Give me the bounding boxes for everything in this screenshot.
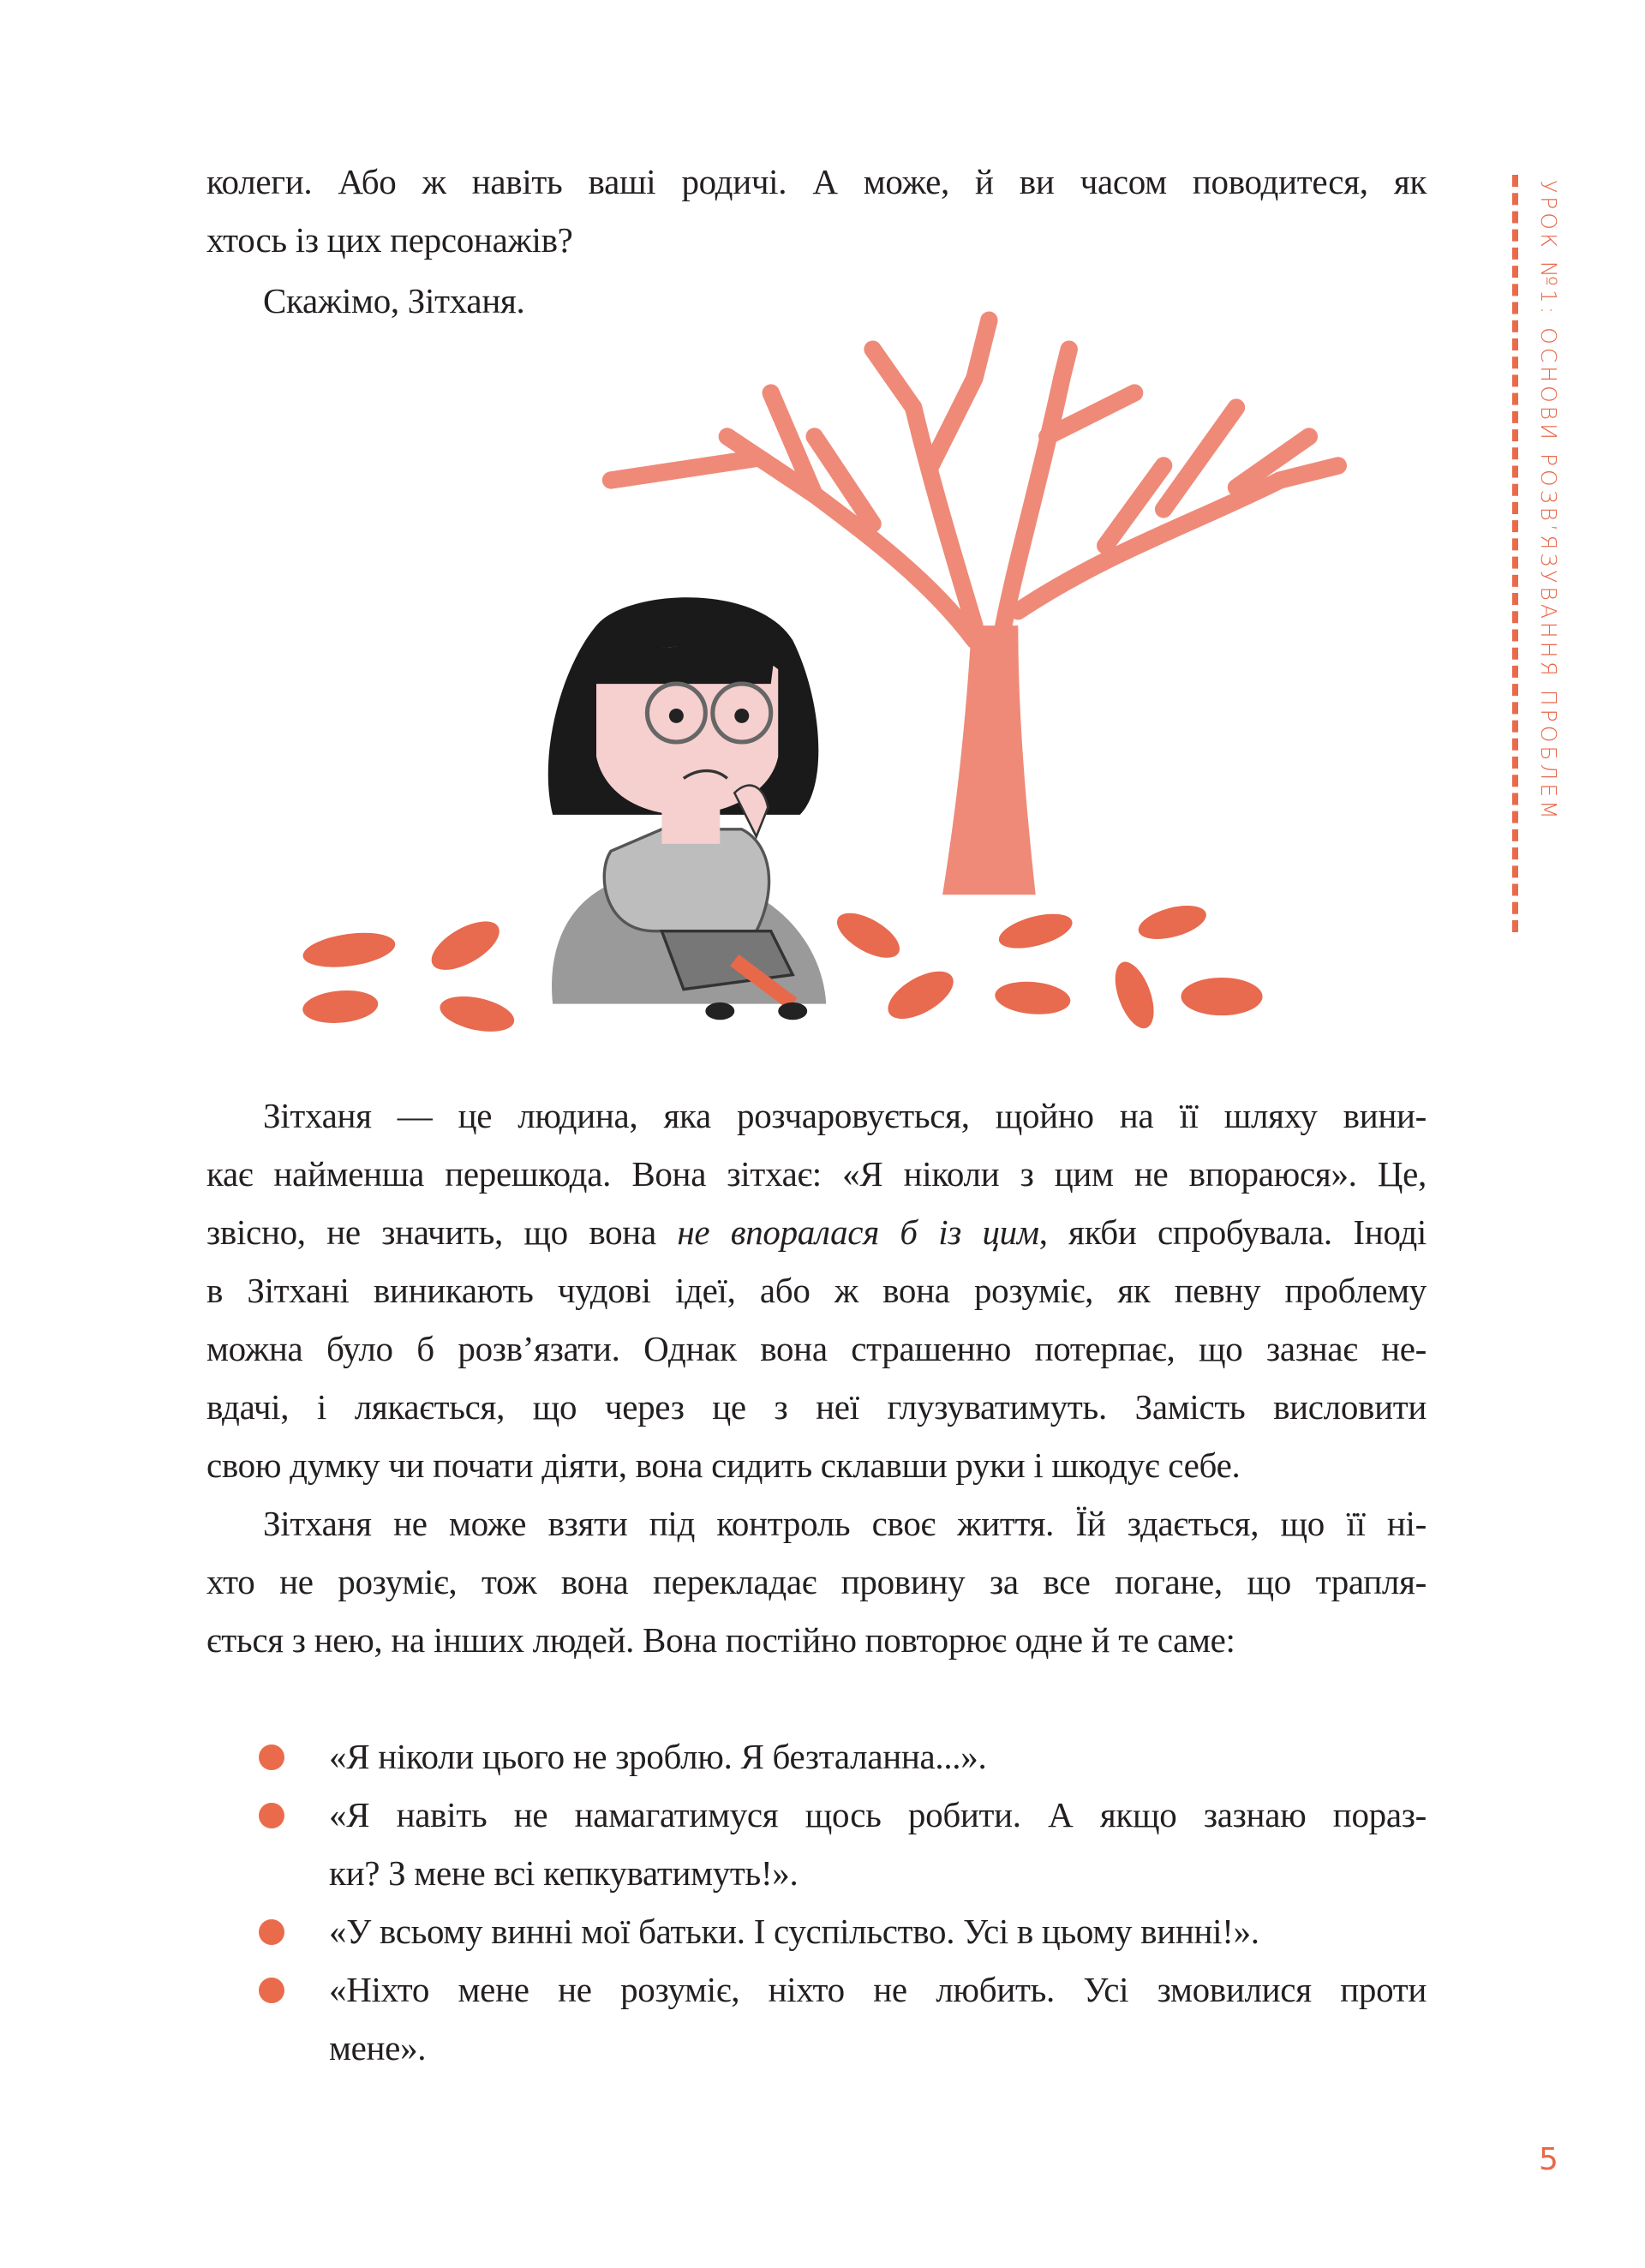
fallen-leaves [301, 900, 1262, 1038]
text-segment: , якби спробувала. Іноді [1038, 1212, 1427, 1252]
bullet-item-continuation: ки? З мене всі кепкуватимуть!». [329, 1853, 799, 1893]
text-line: Зітханя — це людина, яка розчаровується, щойно на її шляху вини- [263, 1096, 1427, 1135]
girl [548, 597, 819, 1020]
text-line [206, 1203, 1427, 1261]
italic-emphasis: не впоралася б із цим [677, 1212, 1039, 1252]
side-dashed-rule [1512, 175, 1518, 932]
bullet-dot [259, 1744, 284, 1770]
bullet-item-continuation: мене». [329, 2028, 427, 2068]
text-line: в Зітхані виникають чудові ідеї, або ж вона розуміє, як певну проблему [206, 1271, 1427, 1310]
text-line: свою думку чи почати діяти, вона сидить склавши руки і шкодує себе. [206, 1445, 1241, 1485]
text-line: хтось із цих персонажів? [206, 220, 573, 260]
text-line: кає найменша перешкода. Вона зітхає: «Я ніколи з цим не впораюся». Це, [206, 1154, 1427, 1194]
bullet-dot [259, 1919, 284, 1945]
text-line: колеги. Або ж навіть ваші родичі. А може, й ви часом поводитеся, як [206, 162, 1427, 201]
bullet-item: «Ніхто мене не розуміє, ніхто не любить. Усі змовилися проти [329, 1970, 1427, 2009]
bullet-item: «Я навіть не намагатимуся щось робити. А якщо зазнаю пораз- [329, 1795, 1427, 1834]
bullet-item: «Я ніколи цього не зроблю. Я безталанна...». [329, 1737, 987, 1776]
text-line: вдачі, і лякається, що через це з неї глузуватимуть. Замість висловити [206, 1387, 1427, 1427]
bullet-item: «У всьому винні мої батьки. І суспільство. Усі в цьому винні!». [329, 1912, 1259, 1951]
text-line: Скажімо, Зітханя. [263, 281, 525, 320]
running-header: УРОК №1: ОСНОВИ РОЗВ’ЯЗУВАННЯ ПРОБЛЕМ [1536, 180, 1561, 823]
tree [611, 320, 1338, 895]
rock [552, 873, 826, 1004]
text-line: ється з нею, на інших людей. Вона постійно повторює одне й те саме: [206, 1620, 1235, 1660]
text-segment: звісно, не значить, що вона [206, 1212, 678, 1252]
text-line: хто не розуміє, тож вона перекладає провину за все погане, що трапля- [206, 1562, 1427, 1601]
page-number: 5 [1539, 2142, 1558, 2177]
bullet-dot [259, 1978, 284, 2003]
text-line: можна було б розв’язати. Однак вона страшенно потерпає, що зазнає не- [206, 1329, 1427, 1368]
bullet-dot [259, 1803, 284, 1828]
text-line: Зітханя не може взяти під контроль своє життя. Їй здається, що її ні- [263, 1504, 1427, 1543]
